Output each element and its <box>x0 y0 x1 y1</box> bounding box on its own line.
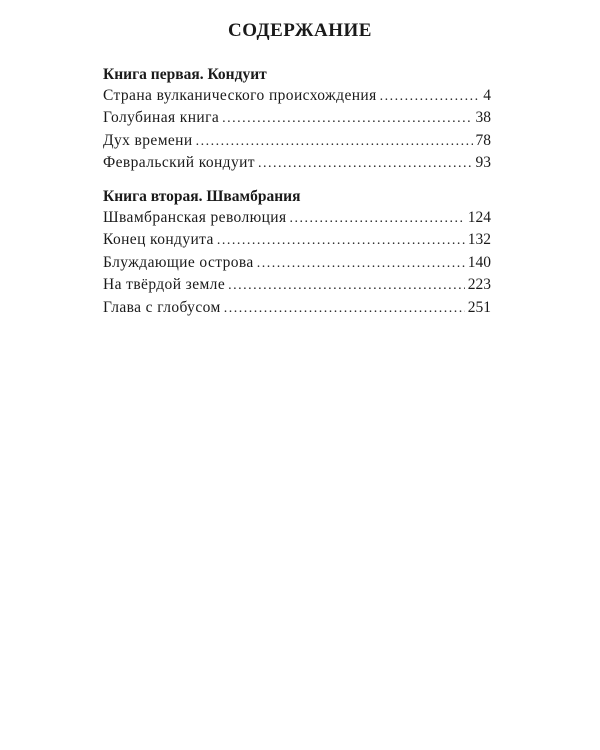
toc-entry-title: Голубиная книга <box>103 109 220 127</box>
dot-leader <box>258 153 473 175</box>
toc-entry <box>103 207 491 229</box>
section-heading: Книга вторая. Швамбрания <box>103 188 301 205</box>
dot-leader <box>196 131 473 153</box>
dot-leader <box>224 298 465 320</box>
toc-entry <box>103 152 491 174</box>
toc-section-book-two <box>103 186 491 319</box>
toc-entry <box>103 252 491 274</box>
dot-leader <box>380 86 481 108</box>
toc-entry-title: Блуждающие острова <box>103 253 254 271</box>
dot-leader <box>217 230 465 252</box>
section-heading: Книга первая. Кондуит <box>103 66 267 83</box>
toc-entry <box>103 85 491 107</box>
toc-entry <box>103 229 491 251</box>
toc-entry-title: Конец кондуита <box>103 231 214 249</box>
toc-entry-page: 251 <box>467 298 491 316</box>
toc-entry <box>103 130 491 152</box>
toc-entry <box>103 107 491 129</box>
toc-entry-page: 140 <box>467 253 491 271</box>
toc-entry-page: 78 <box>475 131 491 149</box>
toc-entry-page: 93 <box>475 154 491 172</box>
dot-leader <box>228 275 465 297</box>
toc-entry-title: Швамбранская революция <box>103 209 287 226</box>
toc-entry-title: Дух времени <box>103 131 193 149</box>
page-title: СОДЕРЖАНИЕ <box>228 20 372 41</box>
toc-entry <box>103 297 491 319</box>
toc-entry-page: 124 <box>467 209 491 226</box>
toc-entry-title: Февральский кондуит <box>103 154 255 172</box>
toc-entry-page: 132 <box>467 231 491 249</box>
dot-leader <box>222 108 472 130</box>
toc-entry <box>103 274 491 296</box>
dot-leader <box>257 253 465 275</box>
toc-entry-page: 4 <box>483 87 491 104</box>
toc-section-book-one <box>103 64 491 175</box>
toc-entry-title: Страна вулканического происхождения <box>103 87 377 104</box>
toc-entry-title: Глава с глобусом <box>103 298 221 316</box>
toc-entry-page: 38 <box>475 109 491 127</box>
dot-leader <box>290 208 465 230</box>
toc-entry-page: 223 <box>467 276 491 294</box>
toc-entry-title: На твёрдой земле <box>103 276 226 294</box>
